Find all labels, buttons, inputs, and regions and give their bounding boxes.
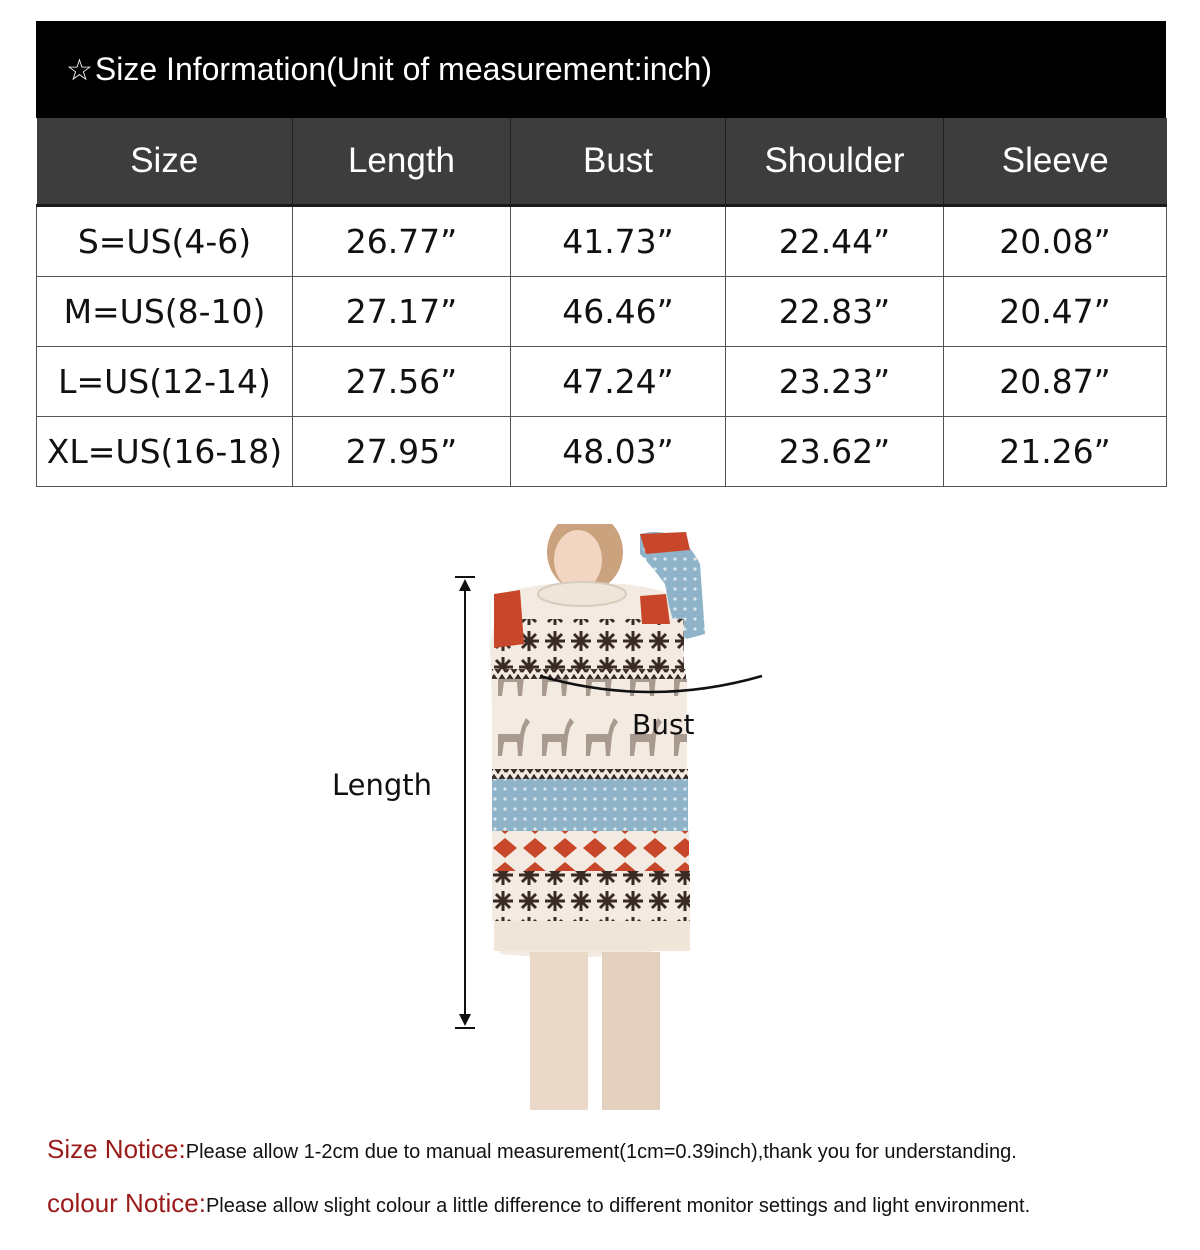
shoulder-cell: 22.83” (726, 277, 944, 347)
size-notice-text: Please allow 1-2cm due to manual measurement(1cm=0.39inch),thank you for understanding. (185, 1141, 1017, 1163)
length-measure-arrow (453, 575, 477, 1030)
size-cell: XL=US(16-18) (37, 417, 293, 487)
length-cell: 27.95” (293, 417, 511, 487)
column-header-size: Size (37, 118, 293, 206)
column-header-bust: Bust (511, 118, 726, 206)
bust-cell: 41.73” (511, 206, 726, 277)
bust-label: Bust (632, 708, 695, 741)
shoulder-cell: 22.44” (726, 206, 944, 277)
size-cell: L=US(12-14) (37, 347, 293, 417)
length-cell: 27.56” (293, 347, 511, 417)
sleeve-cell: 20.87” (944, 347, 1167, 417)
table-row (37, 206, 1167, 277)
size-notice (47, 1134, 1017, 1165)
colour-notice-text: Please allow slight colour a little difference to different monitor settings and light environment. (205, 1195, 1031, 1217)
colour-notice-lead: colour Notice: (47, 1188, 206, 1218)
table-row (37, 347, 1167, 417)
bust-cell: 47.24” (511, 347, 726, 417)
size-info-header (36, 21, 1166, 118)
bust-cell: 46.46” (511, 277, 726, 347)
sleeve-cell: 20.47” (944, 277, 1167, 347)
table-row (37, 417, 1167, 487)
shoulder-cell: 23.62” (726, 417, 944, 487)
column-header-sleeve: Sleeve (944, 118, 1167, 206)
size-cell: S=US(4-6) (37, 206, 293, 277)
sleeve-cell: 21.26” (944, 417, 1167, 487)
length-label: Length (332, 768, 433, 802)
sweater-model-image (490, 524, 710, 1110)
length-cell: 26.77” (293, 206, 511, 277)
bust-measure-line (536, 668, 766, 708)
size-info-title: Size Information(Unit of measurement:inch) (94, 51, 713, 87)
size-cell: M=US(8-10) (37, 277, 293, 347)
colour-notice (47, 1188, 1030, 1219)
shoulder-cell: 23.23” (726, 347, 944, 417)
column-header-shoulder: Shoulder (726, 118, 944, 206)
sleeve-cell: 20.08” (944, 206, 1167, 277)
column-header-length: Length (293, 118, 511, 206)
star-icon: ☆ (66, 53, 93, 88)
bust-cell: 48.03” (511, 417, 726, 487)
size-notice-lead: Size Notice: (47, 1134, 186, 1164)
size-chart-table (36, 118, 1167, 487)
table-header-row (37, 118, 1167, 206)
length-cell: 27.17” (293, 277, 511, 347)
table-row (37, 277, 1167, 347)
